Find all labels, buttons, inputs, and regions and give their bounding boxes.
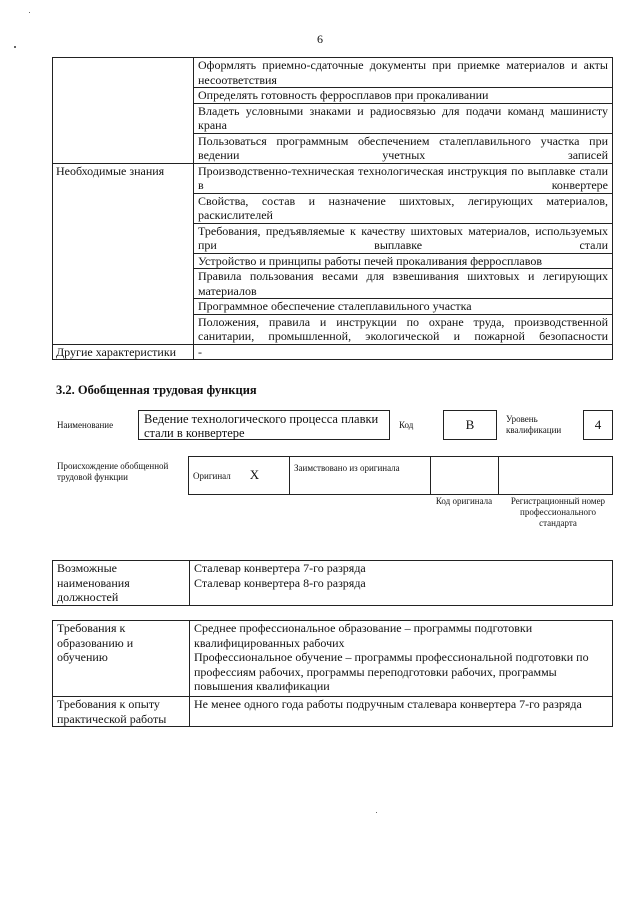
knowledge-item: Производственно-техническая технологическая инструкция по выплавке стали в конвертере bbox=[194, 163, 613, 193]
original-cell bbox=[189, 457, 290, 495]
knowledge-item: Требования, предъявляемые к качеству шихтовых материалов, используемых при выплавке стали bbox=[194, 223, 613, 253]
code-caption: Код оригинала bbox=[435, 496, 493, 506]
experience-value: Не менее одного года работы подручным сталевара конвертера 7-го разряда bbox=[190, 697, 613, 727]
original-label: Оригинал bbox=[193, 471, 231, 482]
level-value: 4 bbox=[594, 417, 602, 432]
code-box bbox=[443, 410, 497, 440]
origin-label: Происхождение обобщенной трудовой функции bbox=[57, 461, 169, 482]
function-name: Ведение технологического процесса плавки стали в конвертере bbox=[144, 412, 379, 440]
knowledge-item: Свойства, состав и назначение шихтовых, легирующих материалов, раскислителей bbox=[194, 193, 613, 223]
scan-dot bbox=[29, 12, 30, 13]
section-heading: 3.2. Обобщенная трудовая функция bbox=[56, 383, 257, 397]
borrowed-cell: Заимствовано из оригинала bbox=[290, 457, 431, 495]
positions-table bbox=[52, 560, 613, 606]
function-name-box bbox=[138, 410, 390, 440]
positions-value: Сталевар конвертера 7-го разряда Сталевар конвертера 8-го разряда bbox=[190, 561, 613, 606]
education-label: Требования к образованию и обучению bbox=[53, 621, 190, 697]
row-label: Другие характеристики bbox=[53, 344, 194, 360]
knowledge-table bbox=[52, 57, 613, 360]
row-label bbox=[53, 58, 194, 164]
skill-item: Пользоваться программным обеспечением сталеплавильного участка при ведении учетных записей bbox=[194, 133, 613, 163]
other-item: - bbox=[194, 344, 613, 360]
table-row bbox=[53, 163, 613, 193]
origin-table bbox=[188, 456, 613, 495]
code-value: В bbox=[465, 417, 475, 432]
knowledge-item: Правила пользования весами для взвешивания шихтовых и легирующих материалов bbox=[194, 269, 613, 299]
page-number: 6 bbox=[317, 32, 323, 46]
level-box bbox=[583, 410, 613, 440]
reg-number-cell bbox=[499, 457, 613, 495]
education-item: Среднее профессиональное образование – программы подготовки квалифицированных рабочих bbox=[194, 621, 533, 650]
skill-item: Оформлять приемно-сдаточные документы при приемке материалов и акты несоответствия bbox=[194, 58, 613, 88]
requirements-table bbox=[52, 620, 613, 727]
name-label: Наименование bbox=[57, 420, 114, 430]
row-label: Необходимые знания bbox=[53, 163, 194, 344]
table-row bbox=[53, 58, 613, 88]
knowledge-item: Программное обеспечение сталеплавильного участка bbox=[194, 299, 613, 315]
level-label: Уровень квалификации bbox=[506, 414, 562, 435]
skill-item: Владеть условными знаками и радиосвязью для подачи команд машинисту крана bbox=[194, 103, 613, 133]
original-code-cell bbox=[431, 457, 499, 495]
scan-dot bbox=[376, 812, 377, 813]
skill-item: Определять готовность ферросплавов при прокаливании bbox=[194, 88, 613, 104]
positions-label: Возможные наименования должностей bbox=[53, 561, 190, 606]
knowledge-item: Устройство и принципы работы печей прокаливания ферросплавов bbox=[194, 253, 613, 269]
education-item: Профессиональное обучение – программы профессиональной подготовки по профессиям рабочих, программы переподготовки рабочих, программы повышения квалификации bbox=[194, 650, 589, 693]
reg-caption: Регистрационный номер профессионального стандарта bbox=[510, 496, 606, 528]
experience-label: Требования к опыту практической работы bbox=[53, 697, 190, 727]
education-cell bbox=[190, 621, 613, 697]
knowledge-item: Положения, правила и инструкции по охране труда, производственной санитарии, промышленной, экологической и пожарной безопасности bbox=[194, 314, 613, 344]
original-mark: X bbox=[249, 467, 260, 483]
table-row bbox=[53, 344, 613, 360]
code-label: Код bbox=[399, 420, 414, 430]
